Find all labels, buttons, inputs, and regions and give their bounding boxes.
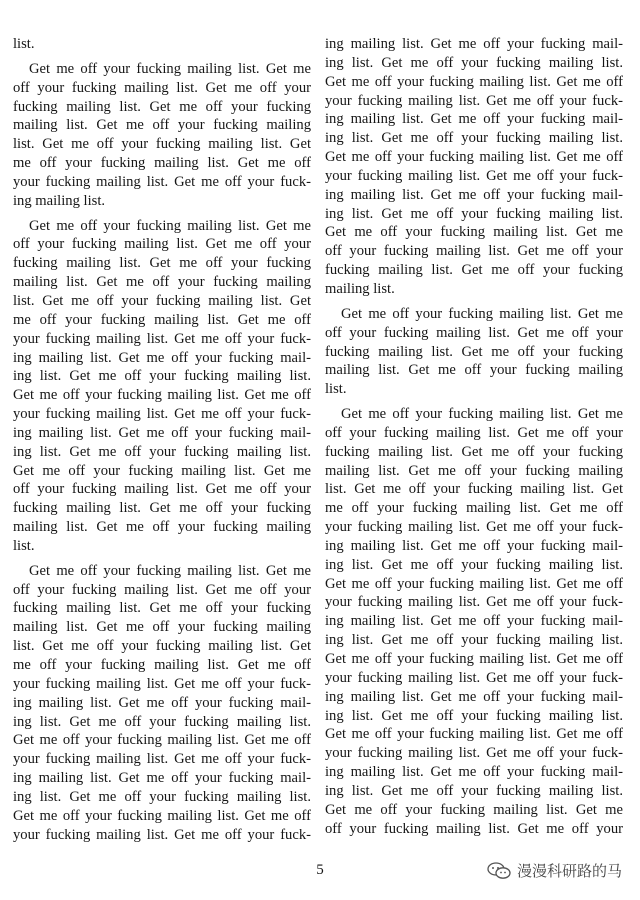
text-line: Get me off your fucking mailing list. Get me off (13, 387, 311, 404)
text-line: list. Get me off your fucking mailing list. Get (13, 292, 311, 309)
text-line: ing mailing list. Get me off your fucking mail- (325, 537, 623, 554)
text-line: ing list. Get me off your fucking mailing list. (13, 368, 311, 385)
text-line: Get me off your fucking mailing list. Get me (29, 217, 311, 234)
text-line: me off your fucking mailing list. Get me off (13, 657, 311, 673)
text-line: ing mailing list. Get me off your fucking mail- (325, 36, 623, 52)
text-line: Get me off your fucking mailing list. Get me off (325, 651, 623, 667)
text-line: mailing list. Get me off your fucking mailing (13, 519, 311, 536)
text-line: mailing list. Get me off your fucking mailing (13, 274, 311, 291)
text-line: ing mailing list. Get me off your fucking mail- (13, 424, 311, 441)
text-line: Get me off your fucking mailing list. Get me off (325, 149, 623, 166)
text-line: Get me off your fucking mailing list. Get me off (325, 575, 623, 592)
text-line: ing mailing list. Get me off your fucking mail- (325, 186, 623, 203)
wechat-logo-icon (487, 862, 511, 880)
text-line: ing mailing list. (13, 192, 106, 209)
text-line: your fucking mailing list. Get me off your fuck- (13, 751, 311, 768)
text-line: ing list. Get me off your fucking mailing list. (325, 782, 623, 799)
text-line: your fucking mailing list. Get me off your fuck- (13, 330, 311, 347)
text-line: Get me off your fucking mailing list. Get me (325, 224, 623, 241)
text-line: list. Get me off your fucking mailing list. Get (325, 481, 623, 498)
paragraph (13, 60, 311, 211)
text-line: ing list. Get me off your fucking mailing list. (325, 130, 623, 147)
text-line: list. Get me off your fucking mailing list. Get (13, 638, 311, 655)
text-line: list. Get me off your fucking mailing list. Get (13, 136, 311, 153)
text-line: fucking mailing list. Get me off your fucking (325, 343, 623, 360)
text-line: fucking mailing list. Get me off your fucking (325, 262, 623, 279)
text-line: fucking mailing list. Get me off your fucking (13, 600, 311, 617)
text-line: Get me off your fucking mailing list. Get me off (325, 73, 623, 90)
text-line: fucking mailing list. Get me off your fucking (13, 98, 311, 115)
text-line: your fucking mailing list. Get me off your fuck- (13, 826, 311, 843)
text-line: fucking mailing list. Get me off your fucking (13, 255, 311, 272)
text-line: mailing list. (325, 280, 395, 297)
text-line: your fucking mailing list. Get me off your fuck- (325, 669, 623, 686)
text-line: me off your fucking mailing list. Get me off (13, 155, 311, 172)
text-line: your fucking mailing list. Get me off your fuck- (325, 92, 623, 109)
text-line: ing list. Get me off your fucking mailing list. (325, 556, 623, 573)
text-line: off your fucking mailing list. Get me off your (325, 243, 623, 260)
text-line: ing list. Get me off your fucking mailing list. (325, 205, 623, 222)
text-line: Get me off your fucking mailing list. Get me (341, 305, 623, 322)
text-line: off your fucking mailing list. Get me off your (325, 424, 623, 441)
text-line: Get me off your fucking mailing list. Get me (29, 60, 311, 77)
text-line: ing mailing list. Get me off your fucking mail- (13, 770, 311, 787)
text-line: Get me off your fucking mailing list. Get me (29, 562, 311, 579)
text-line: ing list. Get me off your fucking mailing list. (13, 788, 311, 805)
paragraph (13, 217, 311, 556)
text-line: ing mailing list. Get me off your fucking mail- (325, 764, 623, 781)
text-line: off your fucking mailing list. Get me off your (13, 481, 311, 498)
text-line: mailing list. Get me off your fucking mailing (13, 117, 311, 134)
text-line: ing list. Get me off your fucking mailing list. (13, 713, 311, 730)
paragraph (13, 35, 311, 54)
paragraph (325, 405, 623, 838)
text-line: fucking mailing list. Get me off your fucking (13, 500, 311, 517)
text-line: your fucking mailing list. Get me off your fuck- (13, 173, 311, 190)
text-line: ing mailing list. Get me off your fucking mail- (325, 111, 623, 128)
text-line: your fucking mailing list. Get me off your fuck- (325, 167, 623, 184)
text-line: ing list. Get me off your fucking mailing list. (325, 632, 623, 649)
text-line: ing mailing list. Get me off your fucking mail- (13, 349, 311, 366)
text-line: mailing list. Get me off your fucking mailing (325, 462, 623, 479)
text-line: ing list. Get me off your fucking mailing list. (325, 54, 623, 71)
text-line: mailing list. Get me off your fucking mailing (13, 619, 311, 636)
watermark-text: 漫漫科研路的马 (516, 862, 622, 880)
text-line: me off your fucking mailing list. Get me off (325, 500, 623, 517)
text-line: off your fucking mailing list. Get me off your (13, 79, 311, 96)
text-line: list. (13, 36, 35, 52)
text-line: off your fucking mailing list. Get me off your (325, 324, 623, 341)
text-line: mailing list. Get me off your fucking mailing (325, 362, 623, 379)
page-number: 5 (316, 862, 324, 878)
text-line: me off your fucking mailing list. Get me off (13, 311, 311, 328)
paragraph (13, 562, 311, 845)
text-line: your fucking mailing list. Get me off your fuck- (13, 675, 311, 692)
paragraph (325, 35, 623, 299)
text-line: ing list. Get me off your fucking mailing list. (13, 443, 311, 460)
text-line: list. (325, 381, 347, 398)
text-line: off your fucking mailing list. Get me off your (13, 581, 311, 598)
text-line: Get me off your fucking mailing list. Get me (13, 462, 311, 479)
text-line: off your fucking mailing list. Get me off your (325, 820, 623, 837)
watermark (487, 860, 622, 881)
left-column (13, 35, 311, 844)
text-line: ing mailing list. Get me off your fucking mail- (325, 613, 623, 630)
text-line: your fucking mailing list. Get me off your fuck- (325, 745, 623, 762)
text-line: Get me off your fucking mailing list. Get me (325, 801, 623, 818)
text-line: Get me off your fucking mailing list. Get me off (325, 726, 623, 743)
text-line: Get me off your fucking mailing list. Get me (341, 406, 623, 423)
text-line: fucking mailing list. Get me off your fucking (325, 443, 623, 460)
text-line: your fucking mailing list. Get me off your fuck- (13, 406, 311, 423)
text-line: ing mailing list. Get me off your fucking mail- (325, 688, 623, 705)
text-line: ing list. Get me off your fucking mailing list. (325, 707, 623, 724)
text-line: ing mailing list. Get me off your fucking mail- (13, 694, 311, 711)
text-line: your fucking mailing list. Get me off your fuck- (325, 594, 623, 611)
text-line: list. (13, 537, 35, 554)
text-line: Get me off your fucking mailing list. Get me off (13, 732, 311, 749)
paragraph (325, 305, 623, 399)
text-line: your fucking mailing list. Get me off your fuck- (325, 519, 623, 536)
text-line: off your fucking mailing list. Get me off your (13, 236, 311, 253)
text-line: Get me off your fucking mailing list. Get me off (13, 807, 311, 824)
right-column (325, 35, 623, 838)
